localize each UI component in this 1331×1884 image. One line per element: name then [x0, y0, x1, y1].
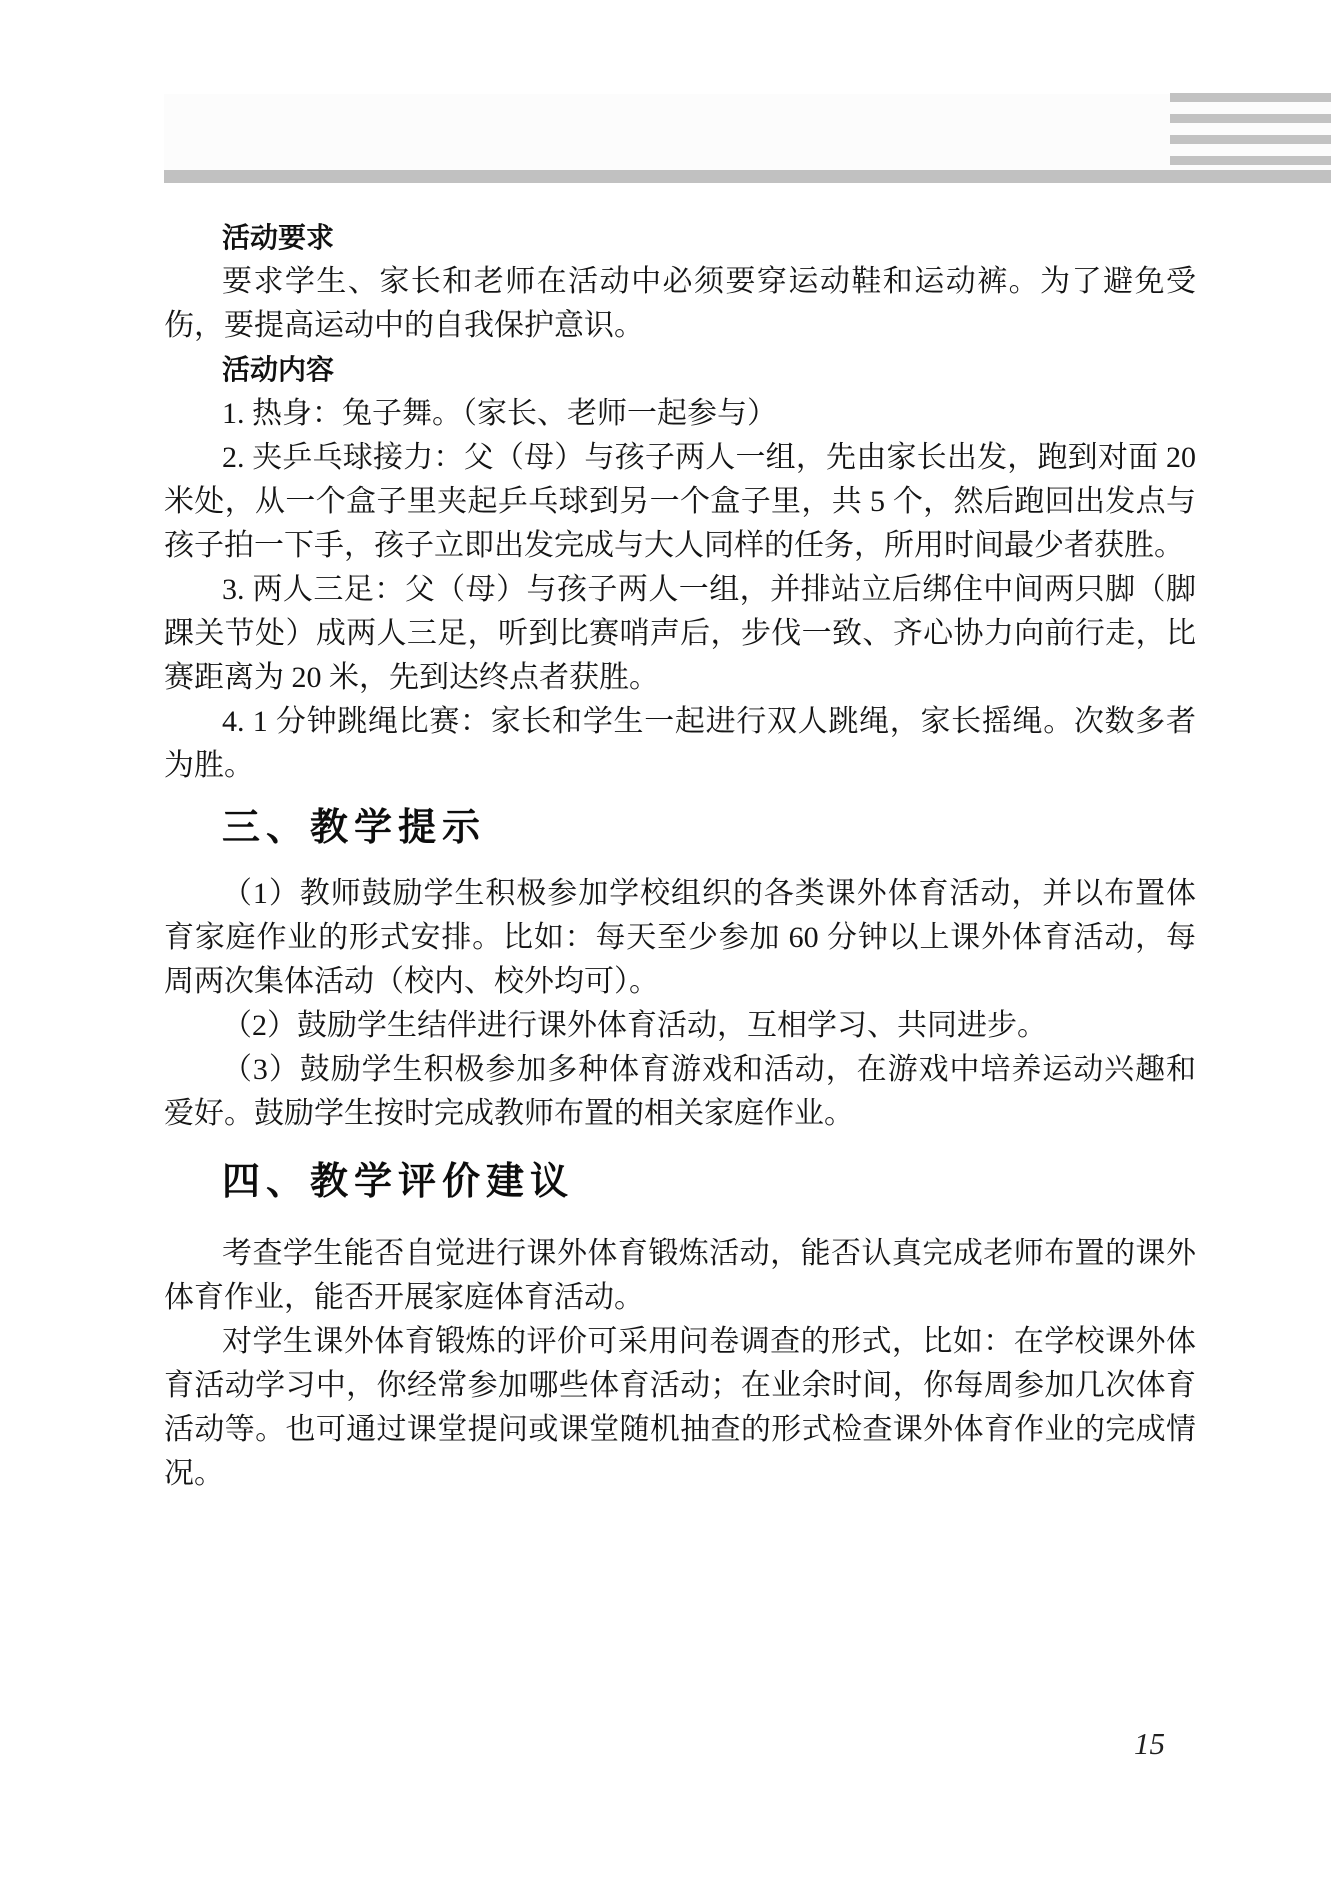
- header-stripe-3: [1170, 135, 1331, 144]
- page-number: 15: [1134, 1726, 1165, 1761]
- header-stripe-1: [1170, 93, 1331, 102]
- header-rule-bar: [164, 170, 1331, 183]
- paragraph-tip-2: （2）鼓励学生结伴进行课外体育活动，互相学习、共同进步。: [222, 1009, 1047, 1042]
- list-item-3-three-legged-race: 3. 两人三足：父（母）与孩子两人一组，并排站立后绑住中间两只脚（脚踝关节处）成两人三足，听到比赛哨声后，步伐一致、齐心协力向前行走，比赛距离为 20 米，先到达终点者获胜。: [164, 573, 1196, 694]
- page-content: [164, 216, 1196, 1496]
- paragraph-evaluation-2: 对学生课外体育锻炼的评价可采用问卷调查的形式，比如：在学校课外体育活动学习中，你经常参加哪些体育活动；在业余时间，你每周参加几次体育活动等。也可通过课堂提问或课堂随机抽查的形式检查课外体育作业的完成情况。: [164, 1325, 1196, 1490]
- header-band: [164, 94, 1331, 170]
- subheading-activity-requirements: 活动要求: [222, 222, 335, 253]
- paragraph-evaluation-1: 考查学生能否自觉进行课外体育锻炼活动，能否认真完成老师布置的课外体育作业，能否开展家庭体育活动。: [164, 1237, 1196, 1314]
- paragraph-tip-1: （1）教师鼓励学生积极参加学校组织的各类课外体育活动，并以布置体育家庭作业的形式安排。比如：每天至少参加 60 分钟以上课外体育活动，每周两次集体活动（校内、校外均可）。: [164, 877, 1196, 998]
- section-heading-teaching-tips: 三、教学提示: [222, 807, 487, 849]
- list-item-1-warmup: 1. 热身：兔子舞。（家长、老师一起参与）: [222, 397, 777, 430]
- header-stripe-4: [1170, 156, 1331, 165]
- section-heading-evaluation-suggestions: 四、教学评价建议: [222, 1161, 575, 1203]
- header-stripe-2: [1170, 114, 1331, 123]
- list-item-4-rope-skipping: 4. 1 分钟跳绳比赛：家长和学生一起进行双人跳绳，家长摇绳。次数多者为胜。: [164, 705, 1196, 782]
- paragraph-activity-requirements: 要求学生、家长和老师在活动中必须要穿运动鞋和运动裤。为了避免受伤，要提高运动中的自我保护意识。: [164, 265, 1196, 342]
- list-item-2-pingpong-relay: 2. 夹乒乓球接力：父（母）与孩子两人一组，先由家长出发，跑到对面 20 米处，从一个盒子里夹起乒乓球到另一个盒子里，共 5 个，然后跑回出发点与孩子拍一下手，孩子立即出发完成与大人同样的任务，所用时间最少者获胜。: [164, 441, 1196, 562]
- paragraph-tip-3: （3）鼓励学生积极参加多种体育游戏和活动，在游戏中培养运动兴趣和爱好。鼓励学生按时完成教师布置的相关家庭作业。: [164, 1053, 1196, 1130]
- subheading-activity-content: 活动内容: [222, 354, 335, 385]
